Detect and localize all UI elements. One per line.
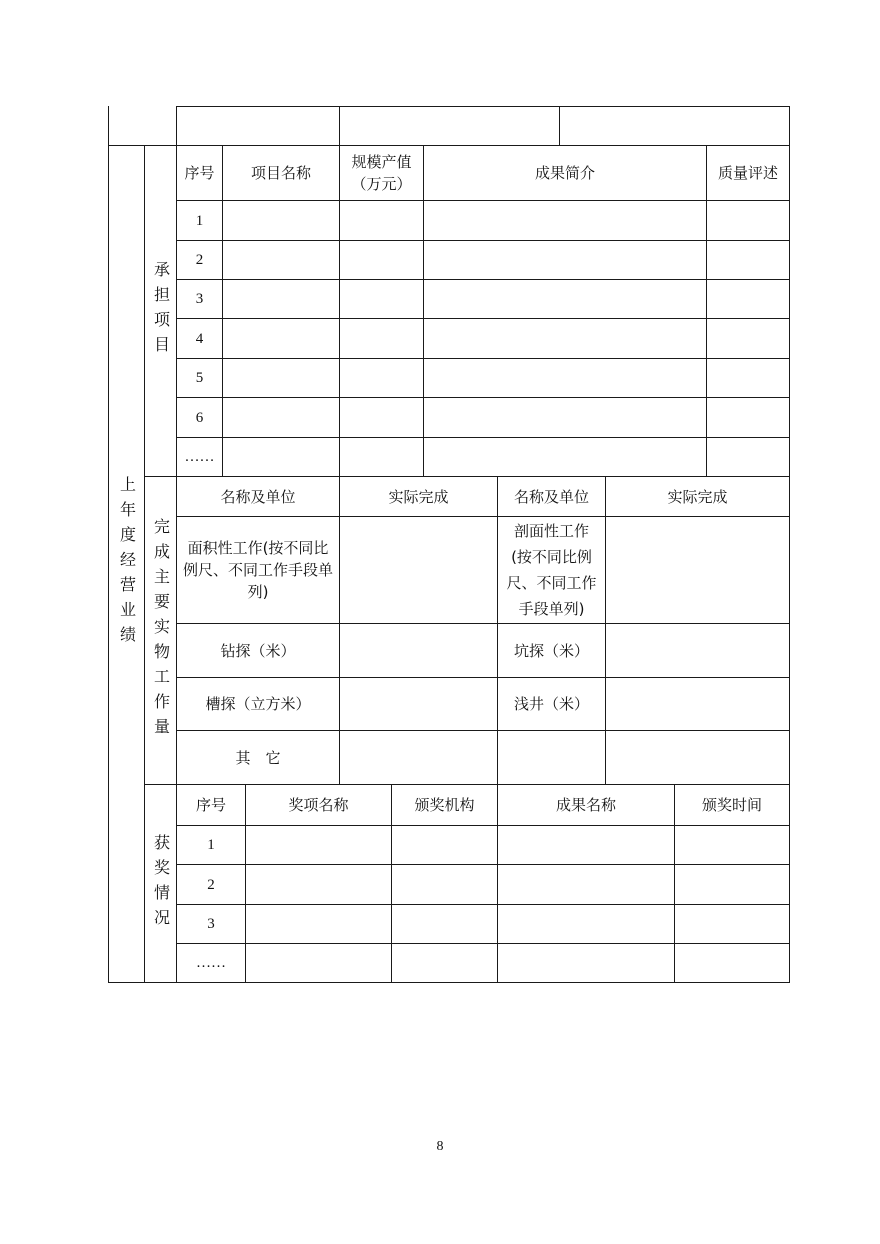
- awards-header-time: 颁奖时间: [701, 796, 762, 814]
- workload-area-work-label: 面积性工作(按不同比例尺、不同工作手段单列): [183, 539, 334, 601]
- awards-header-no: 序号: [195, 796, 226, 814]
- award-row-no: 1: [207, 837, 215, 853]
- col-header-scale-line1: 规模产值: [351, 153, 412, 171]
- col-header-scale: [340, 146, 423, 200]
- workload-header-name-left: 名称及单位: [220, 487, 296, 506]
- workload-header-actual-left: 实际完成: [388, 487, 449, 506]
- awards-header-award: 奖项名称: [288, 796, 349, 814]
- col-header-no: 序号: [184, 164, 215, 182]
- awards-header-agency: 颁奖机构: [414, 796, 475, 814]
- projects-group-label: 承担项目: [151, 260, 171, 361]
- workload-other-label: 其 它: [235, 748, 281, 767]
- award-row-no: 2: [207, 876, 215, 893]
- workload-group-label: 完成主要实物工作量: [151, 518, 171, 743]
- workload-drilling-label: 钻探（米）: [220, 641, 296, 660]
- workload-pit-label: 坑探（米）: [513, 641, 589, 660]
- project-row-no: 6: [195, 409, 204, 426]
- page-number: 8: [436, 1139, 444, 1154]
- project-row-no: 4: [195, 330, 204, 347]
- project-row-no: 2: [195, 252, 204, 268]
- award-row-no: ……: [196, 955, 226, 971]
- project-row-no: ……: [184, 449, 215, 465]
- col-header-project-name: 项目名称: [250, 164, 311, 182]
- project-row-no: 3: [195, 291, 204, 307]
- project-row-no: 5: [195, 370, 204, 386]
- workload-trench-label: 槽探（立方米）: [205, 695, 311, 713]
- project-row-no: 1: [195, 212, 204, 229]
- section-label: 上年度经营业绩: [117, 476, 137, 651]
- col-header-scale-line2: （万元）: [351, 175, 412, 193]
- col-header-summary: 成果简介: [534, 164, 595, 182]
- awards-group-label: 获奖情况: [151, 833, 171, 934]
- awards-header-result: 成果名称: [555, 796, 616, 814]
- workload-other-right-label: [498, 731, 605, 784]
- workload-profile-work-label: 剖面性工作(按不同比例尺、不同工作手段单列): [506, 522, 597, 618]
- award-row-no: 3: [207, 916, 215, 932]
- workload-shaft-label: 浅井（米）: [513, 695, 589, 713]
- workload-header-actual-right: 实际完成: [667, 487, 728, 506]
- workload-header-name-right: 名称及单位: [513, 487, 589, 506]
- col-header-quality: 质量评述: [717, 164, 778, 182]
